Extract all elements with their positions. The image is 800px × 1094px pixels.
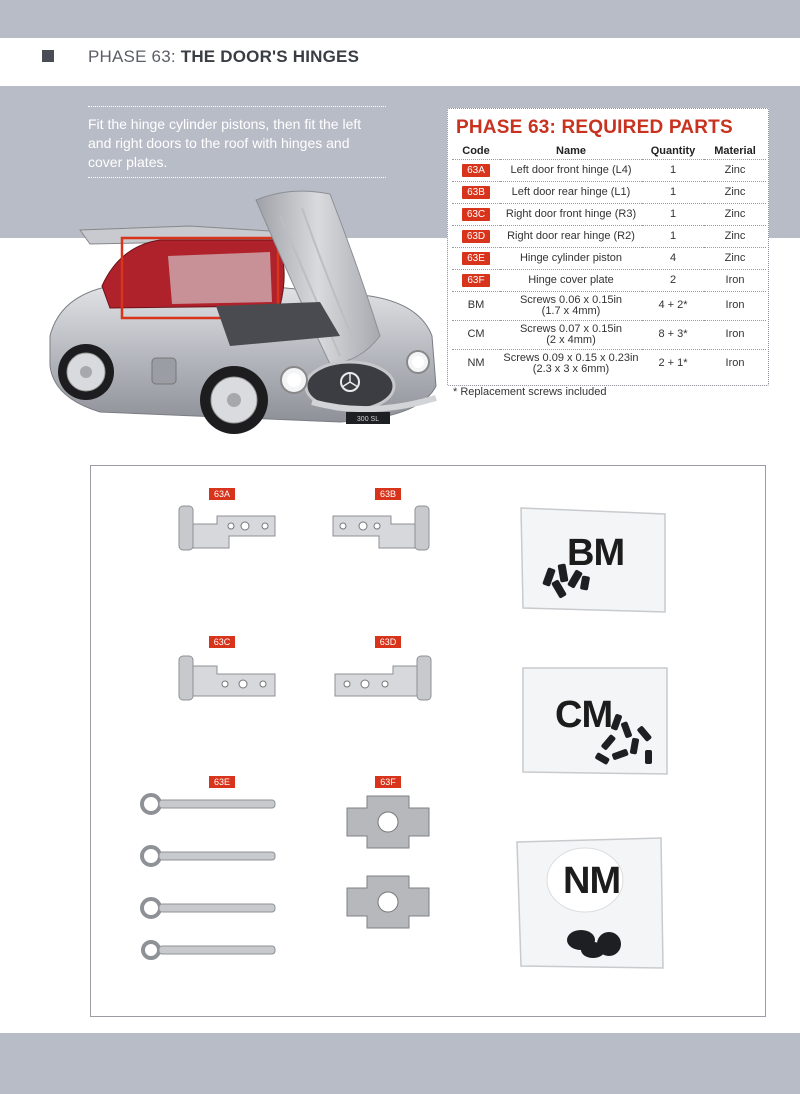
part-material: Zinc xyxy=(704,203,766,225)
bottom-band xyxy=(0,1033,800,1094)
table-row xyxy=(452,159,766,181)
part-name xyxy=(500,320,642,349)
part-quantity: 2 xyxy=(642,269,704,291)
part-quantity: 4 xyxy=(642,247,704,269)
code-badge: 63D xyxy=(462,230,490,243)
part-quantity: 1 xyxy=(642,159,704,181)
part-material: Zinc xyxy=(704,225,766,247)
part-quantity: 1 xyxy=(642,181,704,203)
part-name-line1: Screws 0.06 x 0.15in xyxy=(519,293,623,306)
intro-box xyxy=(88,106,386,178)
part-quantity: 4 + 2* xyxy=(642,291,704,320)
part-label-63d: 63D xyxy=(375,636,401,648)
part-name-line2: (1.7 x 4mm) xyxy=(541,304,601,317)
hinge-63c-image xyxy=(173,652,279,708)
hinge-63b-image xyxy=(329,502,435,558)
col-material: Material xyxy=(714,144,756,157)
part-label-63b: 63B xyxy=(375,488,401,500)
phase-title: THE DOOR'S HINGES xyxy=(180,47,360,66)
part-material: Iron xyxy=(704,291,766,320)
header-square-icon xyxy=(42,50,54,62)
part-material: Iron xyxy=(704,269,766,291)
part-label-63c: 63C xyxy=(209,636,235,648)
part-code: BM xyxy=(452,291,500,320)
part-name-line1: Screws 0.07 x 0.15in xyxy=(519,322,623,335)
part-name-line2: (2 x 4mm) xyxy=(546,333,596,346)
part-quantity: 8 + 3* xyxy=(642,320,704,349)
code-badge: 63B xyxy=(462,186,490,199)
part-quantity: 2 + 1* xyxy=(642,349,704,378)
page-title xyxy=(88,47,359,67)
table-row xyxy=(452,181,766,203)
parts-table-header xyxy=(452,143,766,159)
bag-label-cm: CM xyxy=(555,694,613,736)
part-name: Hinge cover plate xyxy=(500,269,642,291)
col-name: Name xyxy=(556,144,586,157)
cover-plate-63f-image xyxy=(345,792,431,932)
piston-63e-image xyxy=(139,792,279,962)
table-row xyxy=(452,320,766,349)
table-row xyxy=(452,349,766,378)
part-material: Zinc xyxy=(704,181,766,203)
required-parts-panel xyxy=(447,108,769,386)
col-quantity: Quantity xyxy=(650,144,696,157)
table-row xyxy=(452,291,766,320)
col-code: Code xyxy=(462,144,490,157)
part-material: Iron xyxy=(704,320,766,349)
part-code: NM xyxy=(452,349,500,378)
phase-prefix: PHASE 63: xyxy=(88,47,176,66)
parts-table xyxy=(452,143,766,378)
part-name-line1: Screws 0.09 x 0.15 x 0.23in xyxy=(503,351,639,364)
parts-title: PHASE 63: REQUIRED PARTS xyxy=(456,117,733,138)
part-name: Left door front hinge (L4) xyxy=(500,159,642,181)
part-material: Iron xyxy=(704,349,766,378)
parts-photo-box xyxy=(90,465,766,1017)
part-name: Right door front hinge (R3) xyxy=(500,203,642,225)
code-badge: 63E xyxy=(462,252,490,265)
part-material: Zinc xyxy=(704,159,766,181)
code-badge: 63F xyxy=(462,274,489,287)
bag-label-bm: BM xyxy=(567,532,625,574)
plate-text: 300 SL xyxy=(356,416,380,423)
part-quantity: 1 xyxy=(642,225,704,247)
part-name: Right door rear hinge (R2) xyxy=(500,225,642,247)
bag-label-nm: NM xyxy=(563,860,621,902)
hinge-63a-image xyxy=(173,502,279,558)
part-quantity: 1 xyxy=(642,203,704,225)
part-name xyxy=(500,291,642,320)
car-illustration xyxy=(40,186,450,446)
part-name xyxy=(500,349,642,378)
part-label-63e: 63E xyxy=(209,776,235,788)
table-row xyxy=(452,247,766,269)
top-band xyxy=(0,0,800,38)
footnote: * Replacement screws included xyxy=(453,386,607,398)
part-material: Zinc xyxy=(704,247,766,269)
part-code: CM xyxy=(452,320,500,349)
part-name: Hinge cylinder piston xyxy=(500,247,642,269)
hinge-63d-image xyxy=(331,652,437,708)
table-row xyxy=(452,203,766,225)
code-badge: 63C xyxy=(462,208,490,221)
screw-bag-nm-image xyxy=(513,836,665,972)
part-label-63f: 63F xyxy=(375,776,401,788)
part-name-line2: (2.3 x 3 x 6mm) xyxy=(532,362,610,375)
part-name: Left door rear hinge (L1) xyxy=(500,181,642,203)
part-label-63a: 63A xyxy=(209,488,235,500)
table-row xyxy=(452,269,766,291)
table-row xyxy=(452,225,766,247)
code-badge: 63A xyxy=(462,164,490,177)
intro-text: Fit the hinge cylinder pistons, then fit the left and right doors to the roof with hinges and cover plates. xyxy=(88,116,362,170)
